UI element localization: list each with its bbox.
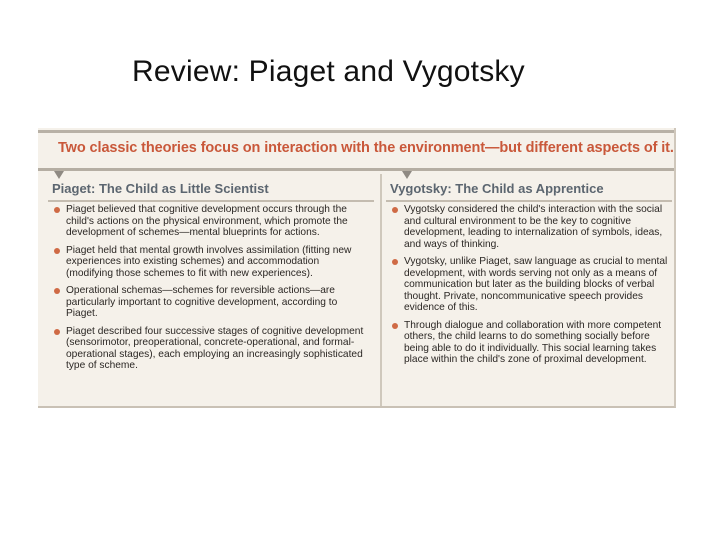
- figure-top-rule: [38, 130, 674, 133]
- bullet-icon: [392, 259, 398, 265]
- bullet-icon: [54, 207, 60, 213]
- figure-header-rule: [38, 168, 674, 171]
- comparison-figure: [38, 128, 676, 408]
- bullet-icon: [392, 207, 398, 213]
- list-item: [52, 326, 368, 372]
- bullet-icon: [392, 323, 398, 329]
- piaget-column-title: Piaget: The Child as Little Scientist: [52, 181, 269, 196]
- vygotsky-column-title: Vygotsky: The Child as Apprentice: [390, 181, 604, 196]
- bullet-text: Piaget described four successive stages of cognitive development (sensorimotor, preoperational, concrete-operational, and formal-operational stages), each employing an increasingly sophisticated type of scheme.: [66, 325, 364, 371]
- piaget-marker-icon: [54, 171, 64, 179]
- piaget-bullet-list: [52, 204, 368, 378]
- list-item: [52, 285, 368, 320]
- vygotsky-marker-icon: [402, 171, 412, 179]
- bullet-text: Vygotsky considered the child's interaction with the social and cultural environment to be the key to cognitive development, leading to internalization of symbols, ideas, and ways of thinking.: [404, 204, 663, 250]
- slide-title: Review: Piaget and Vygotsky: [132, 55, 525, 88]
- column-divider: [380, 174, 382, 406]
- bullet-text: Piaget held that mental growth involves assimilation (fitting new experiences into existing schemes) and accommodation (modifying those schemes to fit with new experiences).: [66, 244, 352, 279]
- vygotsky-title-rule: [386, 200, 672, 202]
- list-item: [390, 204, 670, 250]
- piaget-title-rule: [48, 200, 374, 202]
- vygotsky-bullet-list: [390, 204, 670, 372]
- bullet-icon: [54, 329, 60, 335]
- bullet-icon: [54, 248, 60, 254]
- bullet-text: Vygotsky, unlike Piaget, saw language as crucial to mental development, with words serving not only as a means of communication but later as the building blocks of verbal thought. Private, noncommunicative speech provides evidence of this.: [404, 256, 668, 313]
- list-item: [390, 320, 670, 366]
- bullet-icon: [54, 288, 60, 294]
- figure-header: Two classic theories focus on interaction with the environment—but different aspects of it.: [58, 140, 674, 156]
- bullet-text: Operational schemas—schemes for reversible actions—are particularly important to cognitive development, according to Piaget.: [66, 285, 338, 319]
- list-item: [52, 204, 368, 239]
- list-item: [52, 245, 368, 280]
- bullet-text: Piaget believed that cognitive development occurs through the child's actions on the physical environment, which promote the development of schemes—mental blueprints for actions.: [66, 204, 348, 238]
- list-item: [390, 256, 670, 314]
- bullet-text: Through dialogue and collaboration with more competent others, the child learns to do something socially before being able to do it individually. This social learning takes place within the child's zone of proximal development.: [404, 319, 662, 365]
